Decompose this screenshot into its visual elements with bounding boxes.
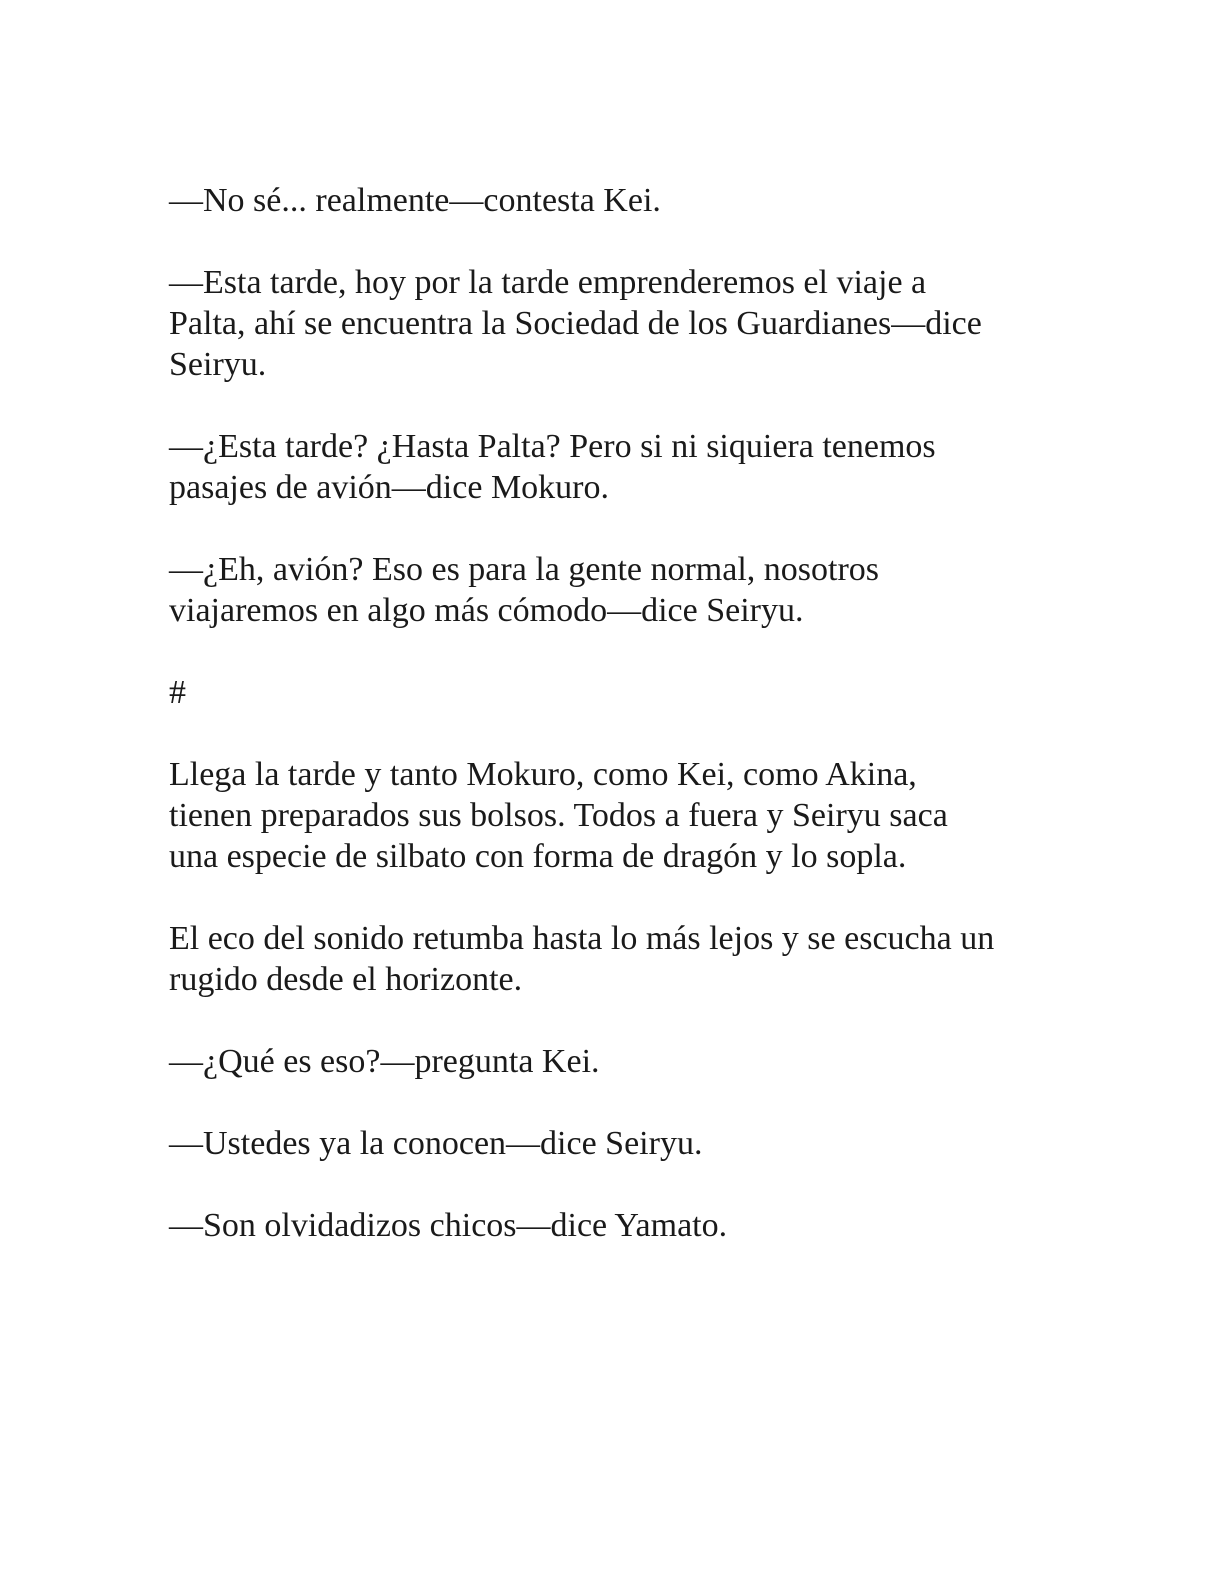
body-text bbox=[169, 180, 1049, 1287]
scene-break: # bbox=[169, 674, 186, 711]
paragraph-narration-2: El eco del sonido retumba hasta lo más lejos y se escucha un rugido desde el horizonte. bbox=[169, 920, 995, 998]
paragraph-dialogue-mokuro: —¿Esta tarde? ¿Hasta Palta? Pero si ni siquiera tenemos pasajes de avión—dice Mokuro. bbox=[169, 428, 936, 506]
paragraph-dialogue-seiryu: —Esta tarde, hoy por la tarde emprenderemos el viaje a Palta, ahí se encuentra la Sociedad de los Guardianes—dice Seiryu. bbox=[169, 264, 982, 383]
paragraph-dialogue-kei: —No sé... realmente—contesta Kei. bbox=[169, 182, 661, 219]
paragraph-dialogue-yamato: —Son olvidadizos chicos—dice Yamato. bbox=[169, 1207, 728, 1244]
paragraph-dialogue-seiryu-2: —¿Eh, avión? Eso es para la gente normal, nosotros viajaremos en algo más cómodo—dice Seiryu. bbox=[169, 551, 880, 629]
paragraph-dialogue-seiryu-3: —Ustedes ya la conocen—dice Seiryu. bbox=[169, 1125, 703, 1162]
paragraph-narration-1: Llega la tarde y tanto Mokuro, como Kei, como Akina, tienen preparados sus bolsos. Todos a fuera y Seiryu saca una especie de silbato con forma de dragón y lo sopla. bbox=[169, 756, 948, 875]
paragraph-dialogue-kei-2: —¿Qué es eso?—pregunta Kei. bbox=[169, 1043, 600, 1080]
